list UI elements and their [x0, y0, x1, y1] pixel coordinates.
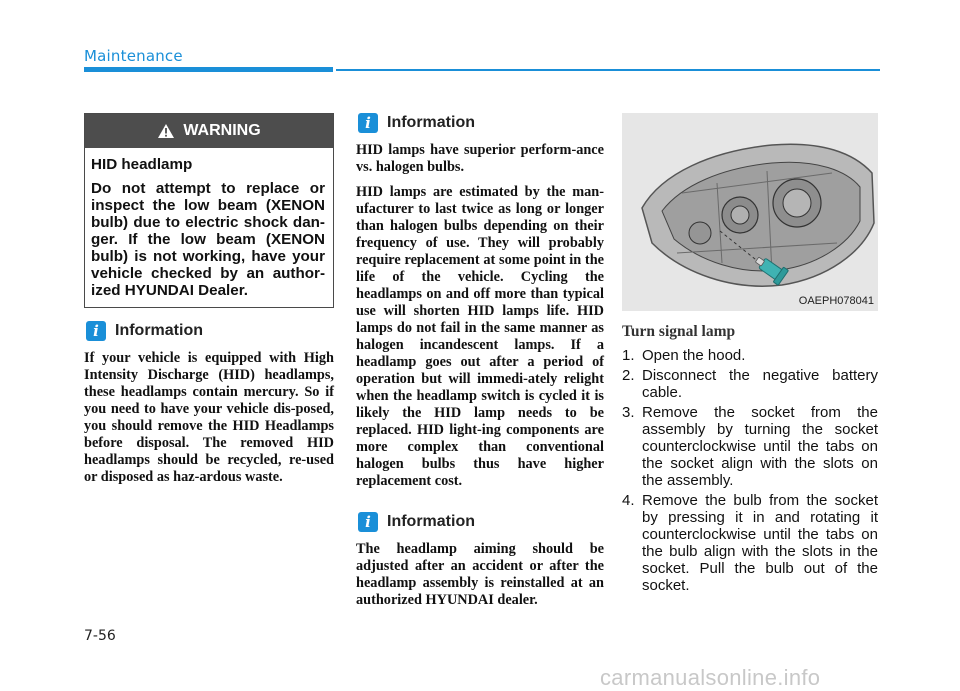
right-column: [622, 113, 878, 594]
step-text: Remove the socket from the assembly by turning the socket counterclockwise until the tabs on the socket align with the slots on the assembly.: [642, 404, 878, 489]
warning-triangle-icon: [157, 123, 175, 139]
headlamp-figure: [622, 113, 878, 311]
turn-signal-title: Turn signal lamp: [622, 323, 736, 340]
info-title-2: Information: [387, 114, 475, 131]
info-icon: i: [358, 113, 378, 133]
middle-column: [356, 113, 604, 609]
warning-header: [85, 114, 333, 148]
left-column: [84, 113, 334, 486]
step-item: [622, 367, 878, 401]
info-icon: i: [358, 512, 378, 532]
step-text: Open the hood.: [642, 347, 746, 364]
info-title-1: Information: [115, 322, 203, 339]
step-item: [622, 492, 878, 594]
watermark: carmanualsonline.info: [600, 665, 821, 690]
info-block-1: [84, 321, 334, 486]
headlamp-illustration: [622, 113, 878, 311]
info-heading-1: [84, 321, 334, 341]
info-heading-3: [356, 512, 604, 532]
info-text-2b: HID lamps are estimated by the man-ufacturer to last twice as long or longer than halogen bulbs depending on their frequency of use. They will probably require replacement at some point in the life of the vehicle. Cycling the headlamps on and off more than typical use will shorten HID lamps life. HID lamps do not fail in the same manner as halogen incandescent lamps. If a headlamp goes out after a period of operation but will immedi-ately relight when the headlamp switch is cycled it is likely the HID lamp needs to be replaced. HID light-ing components are more complex than conventional halogen bulbs thus have higher replacement cost.: [356, 184, 604, 489]
info-block-2: [356, 113, 604, 490]
step-number: 2.: [622, 367, 635, 384]
header-rule-thick: [84, 67, 333, 72]
step-item: [622, 404, 878, 489]
turn-signal-steps: [622, 347, 878, 594]
figure-caption: OAEPH078041: [798, 295, 874, 307]
step-number: 4.: [622, 492, 635, 509]
step-item: [622, 347, 878, 364]
warning-body: [85, 148, 333, 307]
info-text-3: The headlamp aiming should be adjusted after an accident or after the headlamp assembly is reinstalled at an authorized HYUNDAI dealer.: [356, 541, 604, 608]
header-rule-thin: [336, 69, 880, 71]
step-number: 1.: [622, 347, 635, 364]
info-icon: i: [86, 321, 106, 341]
warning-lead: HID headlamp: [91, 156, 193, 173]
info-heading-2: [356, 113, 604, 133]
warning-box: [84, 113, 334, 308]
info-block-3: [356, 512, 604, 609]
step-text: Remove the bulb from the socket by pressing it in and rotating it counterclockwise until the tabs on the bulb align with the slots in the socket. Pull the bulb out of the socket.: [642, 492, 878, 594]
warning-text: Do not attempt to replace or inspect the low beam (XENON bulb) due to electric shock dan-ger. If the low beam (XENON bulb) is not working, have your vehicle checked by an author-ized HYUNDAI Dealer.: [91, 180, 325, 299]
info-text-1: If your vehicle is equipped with High Intensity Discharge (HID) headlamps, these headlamps contain mercury. So if you need to have your vehicle dis-posed, you should remove the HID Headlamps before disposal. The removed HID headlamps should be recycled, re-used or disposed as haz-ardous waste.: [84, 350, 334, 485]
step-number: 3.: [622, 404, 635, 421]
step-text: Disconnect the negative battery cable.: [642, 367, 878, 401]
page-number: 7-56: [84, 628, 116, 644]
warning-label: WARNING: [183, 122, 261, 139]
info-text-2a: HID lamps have superior perform-ance vs. halogen bulbs.: [356, 142, 604, 175]
header-title: Maintenance: [84, 47, 183, 65]
info-title-3: Information: [387, 513, 475, 530]
